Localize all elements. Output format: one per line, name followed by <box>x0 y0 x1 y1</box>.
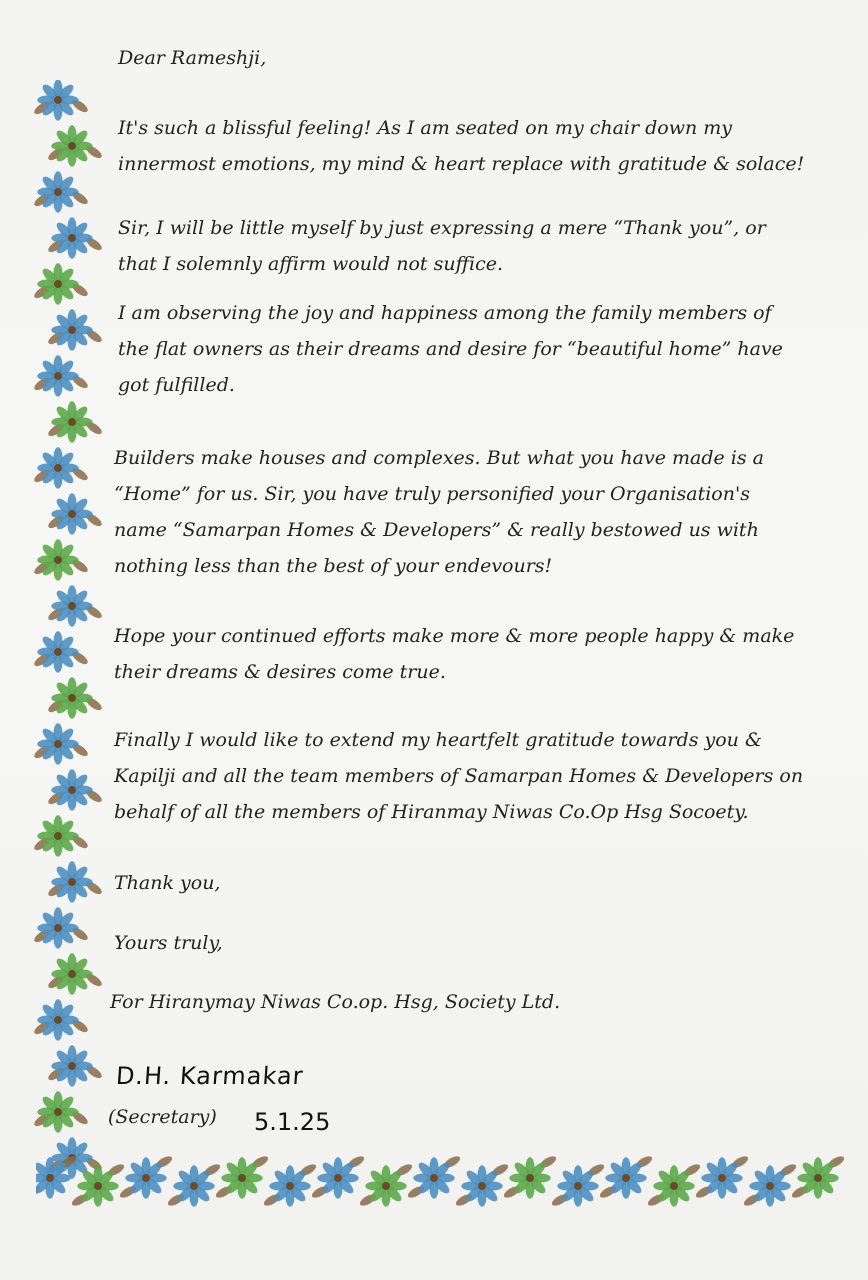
blue-flower-icon <box>37 80 78 121</box>
blue-flower-icon <box>37 999 78 1040</box>
blue-flower-icon <box>51 1045 92 1086</box>
green-flower-icon <box>37 1091 78 1132</box>
green-flower-icon <box>37 815 78 856</box>
blue-flower-icon <box>317 1157 358 1198</box>
blue-flower-icon <box>37 907 78 948</box>
blue-flower-icon <box>51 309 92 350</box>
green-flower-icon <box>797 1157 838 1198</box>
blue-flower-icon <box>51 769 92 810</box>
blue-flower-icon <box>51 493 92 534</box>
paragraph-1: It's such a blissful feeling! As I am seated on my chair down my innermost emotions, my mind & heart replace with gratitude & solace! <box>118 117 805 175</box>
floral-border-bottom <box>36 1148 856 1218</box>
blue-flower-icon <box>51 861 92 902</box>
green-flower-icon <box>509 1157 550 1198</box>
blue-flower-icon <box>461 1165 502 1206</box>
green-flower-icon <box>77 1165 118 1206</box>
sender-organisation: For Hiranymay Niwas Co.op. Hsg, Society Ltd. <box>110 991 561 1013</box>
green-flower-icon <box>51 677 92 718</box>
salutation: Dear Rameshji, <box>118 47 267 69</box>
blue-flower-icon <box>51 217 92 258</box>
blue-flower-icon <box>701 1157 742 1198</box>
blue-flower-icon <box>37 447 78 488</box>
closing-yours-truly: Yours truly, <box>114 932 223 954</box>
green-flower-icon <box>37 263 78 304</box>
green-flower-icon <box>51 401 92 442</box>
paragraph-5: Hope your continued efforts make more & more people happy & make their dreams & desires come true. <box>114 625 795 683</box>
green-flower-icon <box>51 953 92 994</box>
green-flower-icon <box>37 539 78 580</box>
blue-flower-icon <box>37 355 78 396</box>
blue-flower-icon <box>173 1165 214 1206</box>
closing-thank-you: Thank you, <box>114 872 221 894</box>
green-flower-icon <box>365 1165 406 1206</box>
blue-flower-icon <box>557 1165 598 1206</box>
paragraph-6: Finally I would like to extend my heartfelt gratitude towards you & Kapilji and all the team members of Samarpan Homes & Developers on behalf of all the members of Hiranmay Niwas Co.Op Hsg Socoety. <box>114 729 804 823</box>
paragraph-3: I am observing the joy and happiness among the family members of the flat owners as their dreams and desire for “beautiful home” have got fulfilled. <box>118 302 783 396</box>
blue-flower-icon <box>37 631 78 672</box>
paragraph-2: Sir, I will be little myself by just expressing a mere “Thank you”, or that I solemnly affirm would not suffice. <box>118 217 766 275</box>
green-flower-icon <box>653 1165 694 1206</box>
green-flower-icon <box>51 125 92 166</box>
blue-flower-icon <box>125 1157 166 1198</box>
blue-flower-icon <box>51 585 92 626</box>
green-flower-icon <box>221 1157 262 1198</box>
blue-flower-icon <box>269 1165 310 1206</box>
floral-border-left <box>30 80 110 1190</box>
signatory-designation: (Secretary) <box>108 1106 217 1128</box>
blue-flower-icon <box>605 1157 646 1198</box>
paragraph-4: Builders make houses and complexes. But what you have made is a “Home” for us. Sir, you have truly personified your Organisation's name “Samarpan Homes & Developers” & really bestowed us with nothing less than the best of your endevours! <box>114 447 764 577</box>
blue-flower-icon <box>37 723 78 764</box>
handwritten-signature: D.H. Karmakar <box>115 1062 305 1090</box>
blue-flower-icon <box>413 1157 454 1198</box>
blue-flower-icon <box>749 1165 790 1206</box>
signature-date: 5.1.25 <box>254 1108 331 1136</box>
blue-flower-icon <box>37 171 78 212</box>
